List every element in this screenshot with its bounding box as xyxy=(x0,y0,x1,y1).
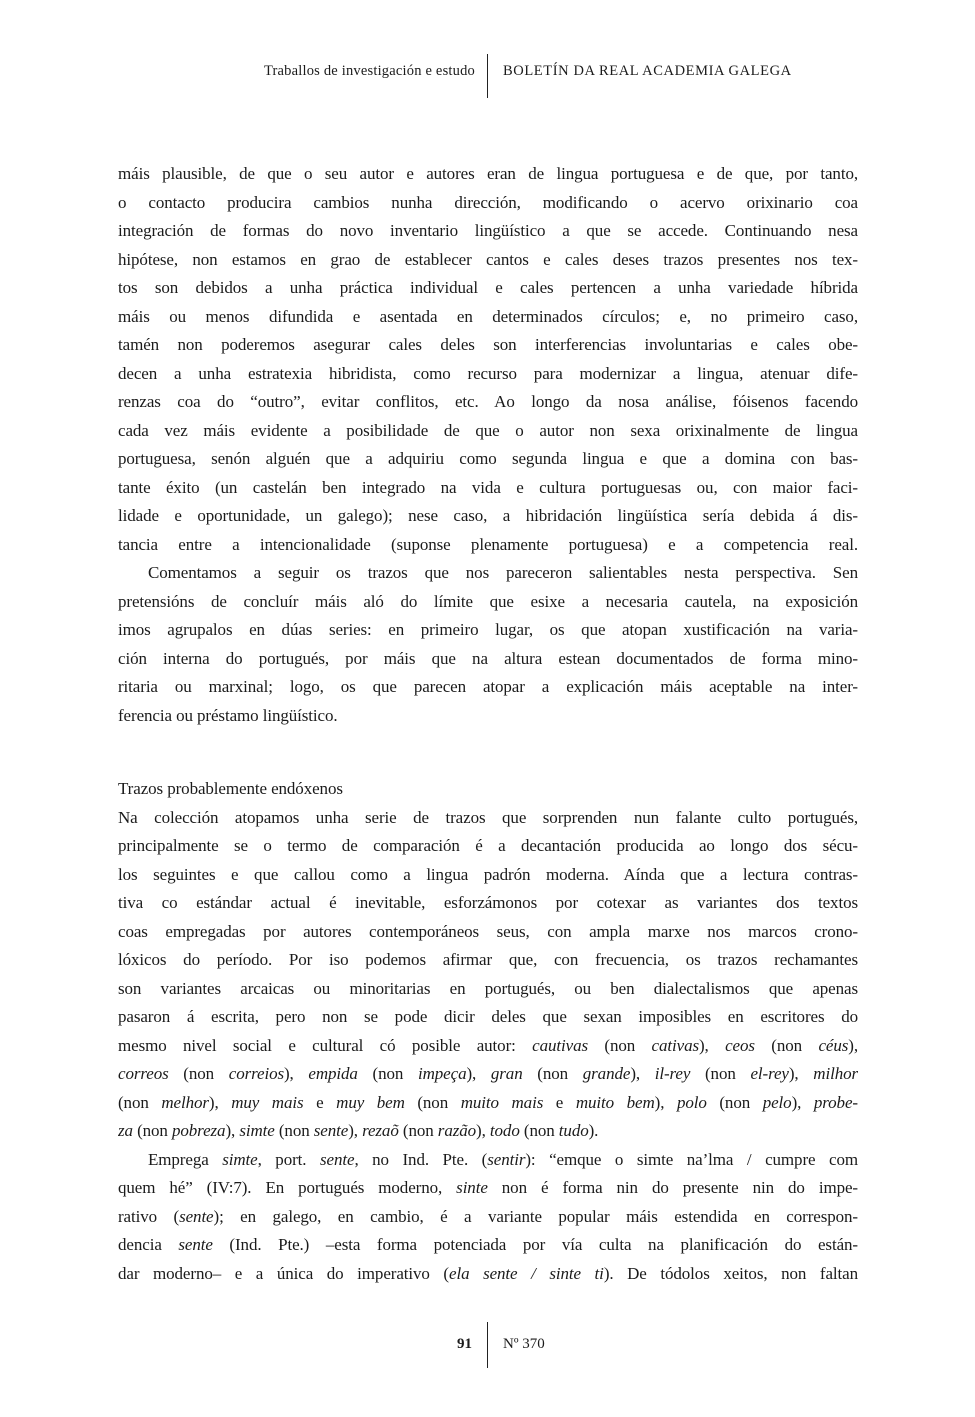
text-line: (non melhor), muy mais e muy bem (non muito mais e muito bem), polo (non pelo), probe- xyxy=(118,1092,858,1112)
text-line: los seguintes e que callou como a lingua padrón moderna. Aínda que a lectura contras- xyxy=(118,864,858,884)
section-gap xyxy=(118,730,858,775)
text-line: portuguesa, senón alguén que a adquiriu como segunda lingua e que a domina con bas- xyxy=(118,449,858,468)
text-line: Trazos probablemente endóxenos xyxy=(118,779,343,798)
text-line: tiva co estándar actual é inevitable, esforzámonos por cotexar as variantes dos textos xyxy=(118,893,858,912)
paragraph xyxy=(118,804,858,1146)
text-line: ción interna do portugués, por máis que na altura estean documentados de forma mino- xyxy=(118,648,858,668)
text-line: principalmente se o termo de comparación é a decantación producida ao longo dos sécu- xyxy=(118,836,858,855)
text-line: za (non pobreza), simte (non sente), rezaõ (non razão), todo (non tudo). xyxy=(118,1121,599,1140)
header-journal-title: BOLETÍN DA REAL ACADEMIA GALEGA xyxy=(503,63,792,79)
text-line: Comentamos a seguir os trazos que nos pareceron salientables nesta perspectiva. Sen xyxy=(148,563,858,582)
text-line: pasaron á escrita, pero non se pode dicir deles que sexan imposibles en escritores do xyxy=(118,1007,858,1026)
section-heading xyxy=(118,775,858,804)
issue-number: Nº 370 xyxy=(503,1336,545,1352)
paragraph xyxy=(118,559,858,730)
text-line: lóxicos do período. Por iso podemos afirmar que, con frecuencia, os trazos rechamantes xyxy=(118,950,858,969)
text-line: rativo (sente); en galego, en cambio, é a variante popular máis estendida en correspon- xyxy=(118,1206,858,1226)
text-line: lidade e oportunidade, un galego); nese caso, a hibridación lingüística sería debida á dis- xyxy=(118,506,858,525)
text-line: correos (non correios), empida (non impeça), gran (non grande), il-rey (non el-rey), milhor xyxy=(118,1064,858,1083)
text-line: máis ou menos difundida e asentada en determinados círculos; e, no primeiro caso, xyxy=(118,306,858,326)
text-line: máis plausible, de que o seu autor e autores eran de lingua portuguesa e de que, por tanto, xyxy=(118,164,858,183)
page-number: 91 xyxy=(457,1336,472,1352)
text-line: Na colección atopamos unha serie de trazos que sorprenden nun falante culto portugués, xyxy=(118,807,858,827)
text-line: coas empregadas por autores contemporáneos seus, con ampla marxe nos marcos crono- xyxy=(118,921,858,941)
paragraph xyxy=(118,1146,858,1289)
paragraph xyxy=(118,160,858,559)
text-line: mesmo nivel social e cultural có posible autor: cautivas (non cativas), ceos (non céus), xyxy=(118,1035,858,1055)
text-line: quem hé” (IV:7). En portugués moderno, sinte non é forma nin do presente nin do impe- xyxy=(118,1178,858,1197)
text-line: dar moderno– e a única do imperativo (ela sente / sinte ti). De tódolos xeitos, non faltan xyxy=(118,1263,858,1283)
text-line: ritaria ou marxinal; logo, os que parecen atopar a explicación máis aceptable na inter- xyxy=(118,677,858,696)
text-line: cada vez máis evidente a posibilidade de que o autor non sexa orixinalmente de lingua xyxy=(118,420,858,440)
text-line: imos agrupalos en dúas series: en primeiro lugar, os que atopan xustificación na varia- xyxy=(118,620,858,639)
text-line: hipótese, non estamos en grao de establecer cantos e cales deses trazos presentes nos tex- xyxy=(118,249,858,269)
text-line: pretensións de concluír máis aló do límite que esixe a necesaria cautela, na exposición xyxy=(118,591,858,611)
text-line: dencia sente (Ind. Pte.) –esta forma potenciada por vía culta na planificación do están- xyxy=(118,1235,858,1254)
text-line: tante éxito (un castelán ben integrado na vida e cultura portuguesas ou, con maior faci- xyxy=(118,477,858,497)
text-line: renzas coa do “outro”, evitar conflitos, etc. Ao longo da nosa análise, fóisenos facendo xyxy=(118,392,858,411)
text-line: o contacto producira cambios nunha dirección, modificando o acervo orixinario coa xyxy=(118,192,858,212)
text-line: tos son debidos a unha práctica individual e cales pertencen a unha variedade híbrida xyxy=(118,278,858,297)
text-line: integración de formas do novo inventario lingüístico a que se accede. Continuando nesa xyxy=(118,221,858,240)
header-section-label: Traballos de investigación e estudo xyxy=(263,63,475,79)
text-line: tamén non poderemos asegurar cales deles son interferencias involuntarias e cales obe- xyxy=(118,335,858,354)
text-line: son variantes arcaicas ou minoritarias en portugués, ou ben dialectalismos que apenas xyxy=(118,978,858,998)
article-text xyxy=(118,160,858,1288)
text-line: ferencia ou préstamo lingüístico. xyxy=(118,705,338,725)
text-line: decen a unha estratexia hibridista, como recurso para modernizar a lingua, atenuar dife- xyxy=(118,363,858,383)
footer-divider xyxy=(487,1322,488,1368)
text-line: tancia entre a intencionalidade (suponse plenamente portuguesa) e a competencia real. xyxy=(118,534,858,554)
text-line: Emprega simte, port. sente, no Ind. Pte. (sentir): “emque o simte na’lma / cumpre com xyxy=(148,1149,858,1169)
header-divider xyxy=(487,54,488,98)
